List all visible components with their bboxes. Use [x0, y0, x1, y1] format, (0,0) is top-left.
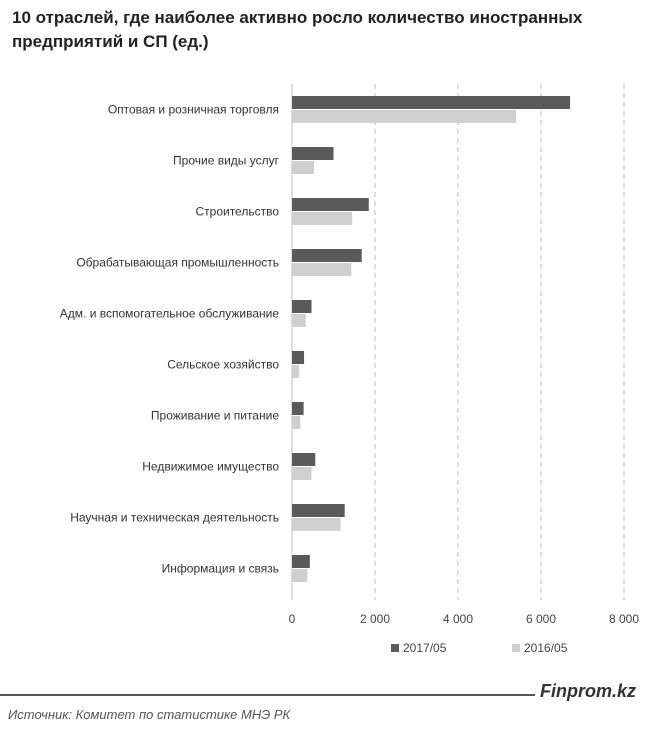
bars — [292, 96, 570, 582]
category-labels — [60, 103, 280, 576]
bar-2016 — [292, 518, 341, 531]
legend-label: 2017/05 — [403, 641, 447, 655]
bar-2016 — [292, 110, 516, 123]
bar-2017 — [292, 249, 362, 262]
bar-2016 — [292, 212, 352, 225]
bar-2016 — [292, 161, 314, 174]
x-tick-label: 6 000 — [525, 612, 557, 626]
bar-2017 — [292, 96, 570, 109]
source-note: Источник: Комитет по статистике МНЭ РК — [8, 707, 291, 722]
category-label: Обрабатывающая промышленность — [76, 255, 279, 270]
footer-divider — [0, 694, 535, 696]
category-label: Научная и техническая деятельность — [70, 510, 279, 525]
bar-2017 — [292, 300, 312, 313]
legend-swatch — [391, 644, 399, 652]
category-label: Сельское хозяйство — [167, 357, 279, 372]
x-tick-label: 8 000 — [608, 612, 640, 626]
x-tick-label: 2 000 — [359, 612, 391, 626]
x-tick-label: 0 — [288, 612, 296, 626]
bar-2017 — [292, 351, 304, 364]
bar-2016 — [292, 569, 307, 582]
bar-2017 — [292, 402, 304, 415]
bar-2017 — [292, 504, 345, 517]
bar-2017 — [292, 198, 369, 211]
bar-2016 — [292, 263, 351, 276]
grid-lines — [292, 84, 624, 600]
category-label: Прочие виды услуг — [173, 153, 279, 168]
category-label: Информация и связь — [161, 561, 279, 576]
category-label: Проживание и питание — [150, 408, 279, 423]
bar-2016 — [292, 314, 306, 327]
category-label: Оптовая и розничная торговля — [107, 102, 279, 117]
bar-2017 — [292, 453, 315, 466]
legend-swatch — [512, 644, 520, 652]
bar-2017 — [292, 555, 310, 568]
x-tick-label: 4 000 — [442, 612, 474, 626]
bar-2016 — [292, 416, 300, 429]
category-label: Строительство — [195, 204, 279, 219]
category-label: Адм. и вспомогательное обслуживание — [59, 306, 279, 321]
bar-2016 — [292, 467, 312, 480]
brand-logo: Finprom.kz — [540, 681, 637, 701]
bar-2016 — [292, 365, 299, 378]
x-tick-labels — [289, 612, 640, 626]
legend-label: 2016/05 — [524, 641, 568, 655]
chart-title: 10 отраслей, где наиболее активно росло количество иностранных предприятий и СП (ед.) — [12, 8, 583, 51]
legend — [391, 641, 568, 655]
bar-2017 — [292, 147, 334, 160]
category-label: Недвижимое имущество — [142, 459, 279, 474]
